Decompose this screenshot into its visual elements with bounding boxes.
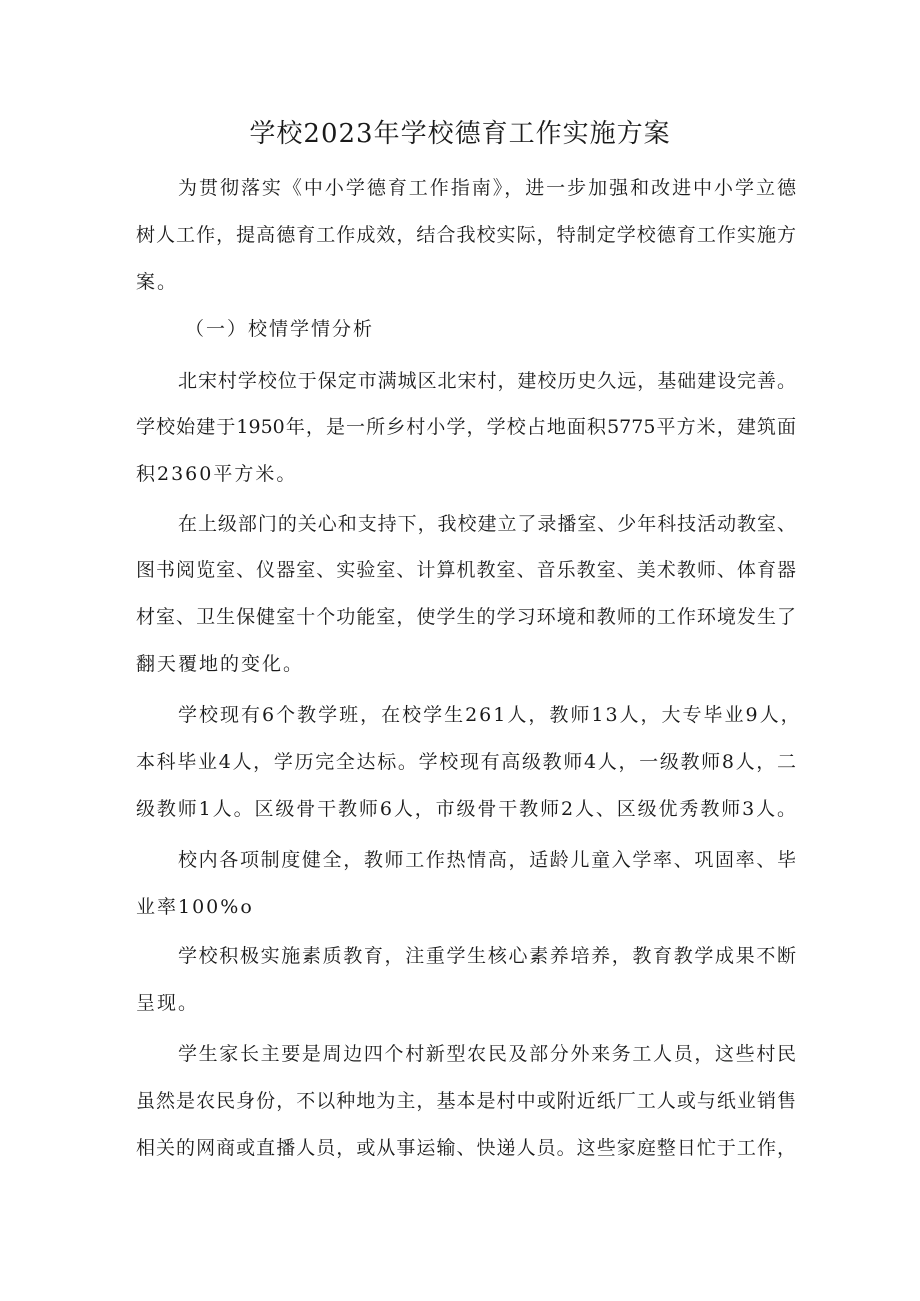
section-heading: （一）校情学情分析 [185, 318, 375, 340]
document-title: 学校2023年学校德育工作实施方案 [249, 119, 671, 149]
paragraph-6-line-2: 虽然是农民身份，不以种地为主，基本是村中或附近纸厂工人或与纸业销售 [136, 1090, 796, 1112]
paragraph-6-line-1: 学生家长主要是周边四个村新型农民及部分外来务工人员，这些村民 [178, 1043, 796, 1065]
paragraph-5-line-2: 呈现。 [136, 992, 200, 1014]
paragraph-1-line-3: 积2360平方米。 [136, 463, 298, 485]
paragraph-3-line-2: 本科毕业4人，学历完全达标。学校现有高级教师4人，一级教师8人，二 [136, 751, 796, 773]
paragraph-2-line-4: 翻天覆地的变化。 [136, 653, 305, 675]
paragraph-3-line-3: 级教师1人。区级骨干教师6人，市级骨干教师2人、区级优秀教师3人。 [136, 798, 796, 820]
intro-line-3: 案。 [136, 271, 179, 293]
paragraph-2-line-1: 在上级部门的关心和支持下，我校建立了录播室、少年科技活动教室、 [178, 513, 796, 535]
paragraph-1-line-1: 北宋村学校位于保定市满城区北宋村，建校历史久远，基础建设完善。 [178, 370, 796, 392]
intro-line-1: 为贯彻落实《中小学德育工作指南》，进一步加强和改进中小学立德 [178, 177, 796, 199]
paragraph-6-line-3: 相关的网商或直播人员，或从事运输、快递人员。这些家庭整日忙于工作， [136, 1137, 796, 1159]
paragraph-4-line-1: 校内各项制度健全，教师工作热情高，适龄儿童入学率、巩固率、毕 [178, 849, 796, 871]
paragraph-2-line-2: 图书阅览室、仪器室、实验室、计算机教室、音乐教室、美术教师、体育器 [136, 559, 796, 581]
intro-line-2: 树人工作，提高德育工作成效，结合我校实际，特制定学校德育工作实施方 [136, 224, 796, 246]
paragraph-1-line-2: 学校始建于1950年，是一所乡村小学，学校占地面积5775平方米，建筑面 [136, 416, 796, 438]
paragraph-3-line-1: 学校现有6个教学班，在校学生261人，教师13人，大专毕业9人， [178, 704, 802, 726]
paragraph-5-line-1: 学校积极实施素质教育，注重学生核心素养培养，教育教学成果不断 [178, 945, 796, 967]
paragraph-2-line-3: 材室、卫生保健室十个功能室，使学生的学习环境和教师的工作环境发生了 [136, 606, 796, 628]
paragraph-4-line-2: 业率100%o [136, 896, 254, 918]
